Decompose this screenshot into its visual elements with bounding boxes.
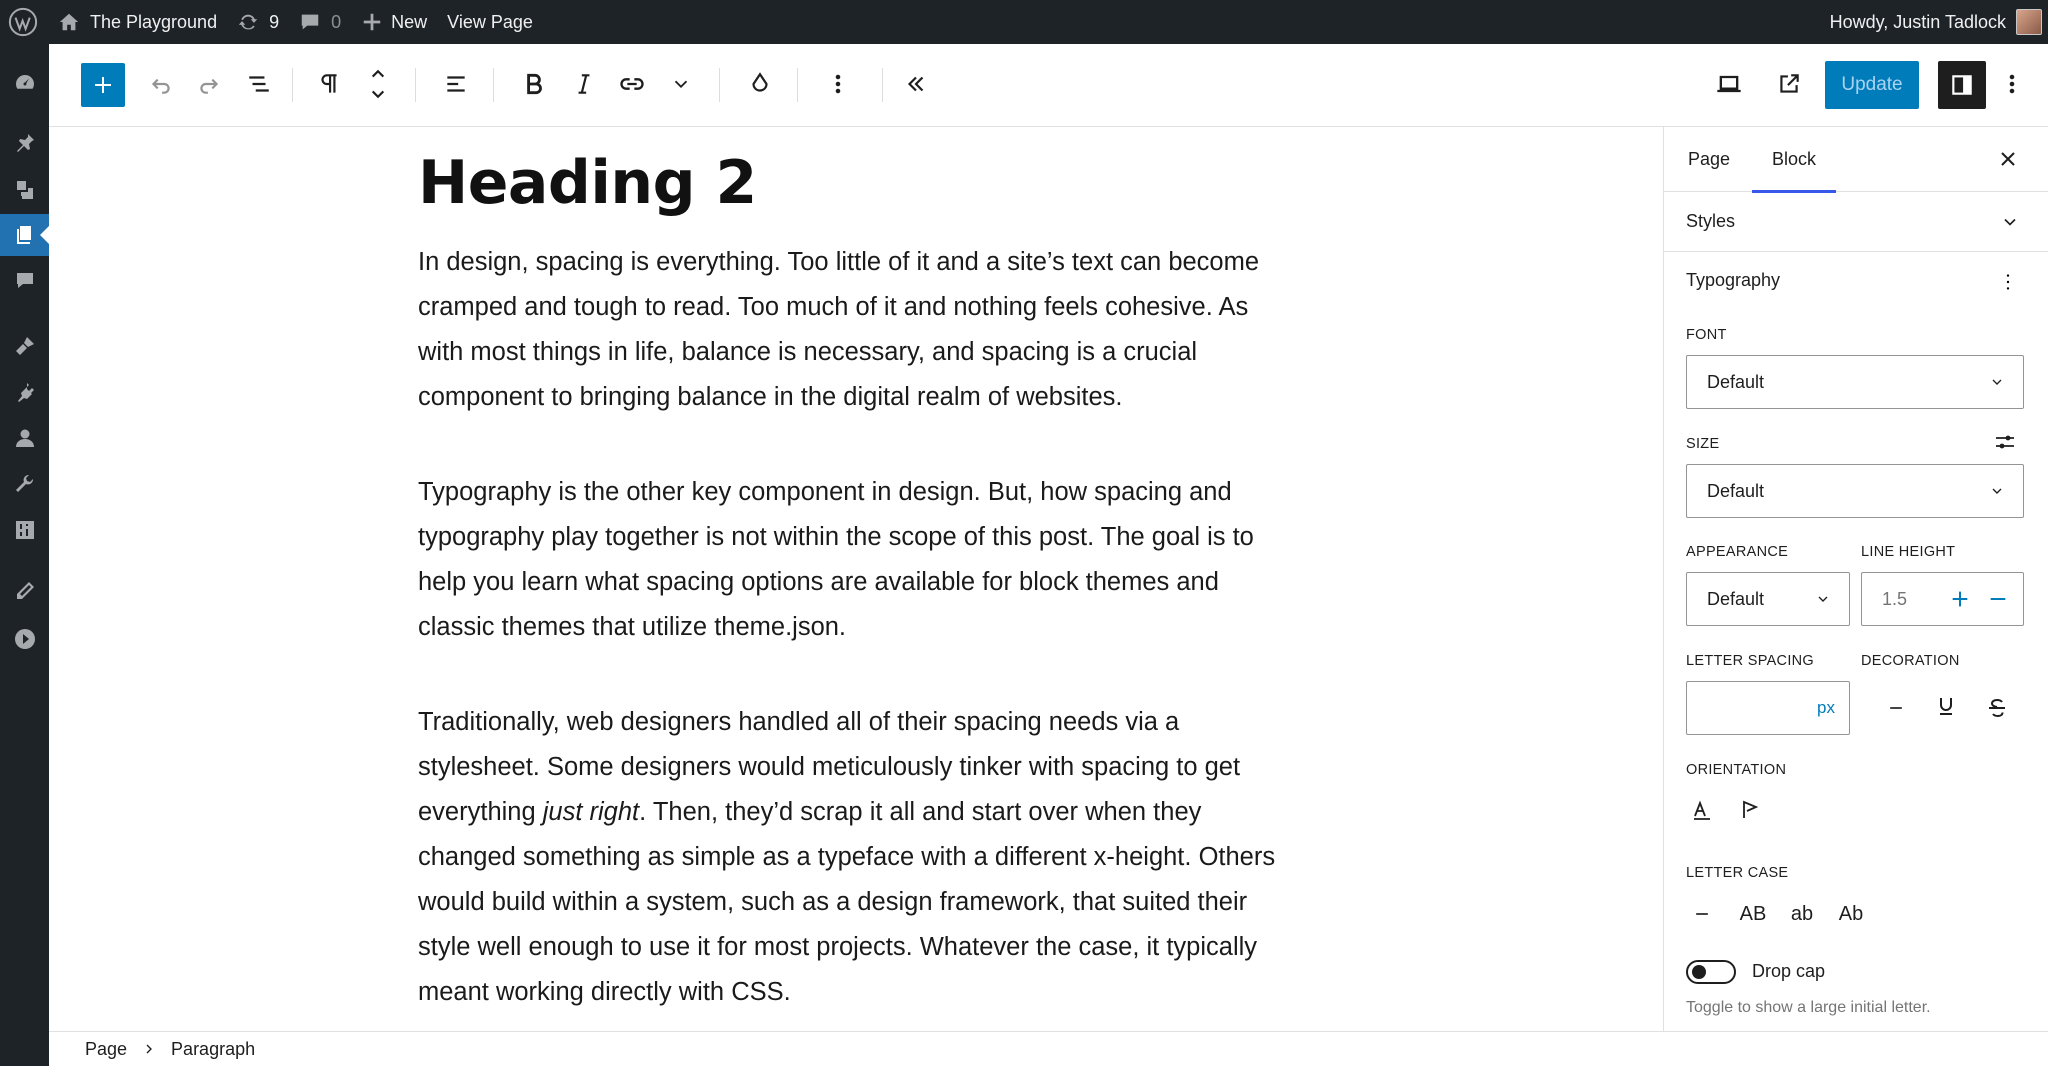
toolbar-divider	[292, 68, 293, 102]
align-text-button[interactable]	[432, 60, 480, 108]
plus-icon	[91, 73, 115, 97]
tab-block[interactable]	[1772, 127, 1816, 192]
document-overview-button[interactable]	[235, 60, 283, 108]
line-height-label: LINE HEIGHT	[1861, 544, 1956, 560]
size-label: SIZE	[1686, 436, 1720, 452]
droplet-icon	[747, 71, 773, 97]
site-name-label: The Playground	[90, 11, 218, 32]
comments-count: 0	[331, 11, 342, 32]
minus-icon	[1886, 698, 1906, 718]
more-formatting-button[interactable]	[657, 60, 705, 108]
more-vertical-icon	[826, 72, 850, 96]
chevron-right-icon	[141, 1041, 157, 1057]
chevron-up-down-icon	[365, 67, 391, 101]
site-name-link[interactable]	[48, 0, 227, 44]
toolbar-divider	[797, 68, 798, 102]
close-icon	[1996, 147, 2020, 171]
paragraph-block[interactable]: Typography is the other key component in design. But, how spacing and typography play together is not within the scope of this post. The goal is to help you learn what spacing options are available for block themes and classic themes that utilize theme.json.	[418, 478, 1254, 641]
home-icon	[58, 11, 80, 33]
preview-button[interactable]	[1705, 60, 1753, 108]
external-link-icon	[1776, 71, 1802, 97]
play-icon	[13, 627, 37, 651]
update-button[interactable]: Update	[1825, 61, 1919, 109]
block-options-button[interactable]	[814, 60, 862, 108]
tab-page[interactable]	[1688, 127, 1730, 192]
text-vertical-icon	[1738, 798, 1762, 822]
wordpress-logo-button[interactable]	[0, 0, 48, 44]
toolbar-divider	[882, 68, 883, 102]
settings-sliders-icon	[13, 518, 37, 542]
letter-case-uppercase-button[interactable]: AB	[1739, 902, 1767, 925]
new-content-link[interactable]	[351, 0, 437, 44]
menu-plugins[interactable]	[0, 371, 49, 413]
paragraph-block[interactable]	[418, 700, 1298, 1015]
decoration-underline-button[interactable]	[1926, 686, 1966, 726]
comment-icon	[13, 269, 37, 293]
more-vertical-icon	[2000, 72, 2024, 96]
move-block-button[interactable]	[354, 60, 402, 108]
toggle-knob	[1692, 965, 1706, 979]
settings-sidebar	[1663, 127, 2048, 1031]
undo-icon	[148, 71, 174, 97]
collapse-toolbar-button[interactable]	[892, 60, 940, 108]
minus-icon	[1692, 904, 1712, 924]
menu-settings[interactable]	[0, 509, 49, 551]
paragraph-text: Traditionally, web designers handled all of their spacing needs via a stylesheet. Some designers would meticulously tinker with spacing to get everything	[418, 708, 1241, 826]
align-left-icon	[443, 71, 469, 97]
typography-panel	[1664, 254, 2048, 1031]
tab-page-label: Page	[1688, 149, 1731, 169]
custom-size-button[interactable]	[1985, 422, 2025, 462]
minus-icon	[1987, 588, 2009, 610]
breadcrumb	[49, 1031, 2048, 1066]
menu-posts[interactable]	[0, 122, 49, 164]
new-label: New	[391, 11, 428, 32]
view-page-label: View Page	[447, 11, 533, 32]
block-type-paragraph-button[interactable]	[305, 60, 353, 108]
post-content	[418, 127, 1298, 1015]
pin-icon	[13, 131, 37, 155]
letter-case-none-button[interactable]	[1682, 894, 1722, 934]
sidebar-icon	[1949, 72, 1975, 98]
howdy-label: Howdy, Justin Tadlock	[1829, 11, 2006, 32]
appearance-select[interactable]	[1686, 572, 1850, 626]
settings-toggle-button[interactable]	[1938, 61, 1986, 109]
italic-text: just right	[542, 798, 640, 826]
editor-canvas	[49, 127, 1663, 1031]
user-icon	[13, 426, 37, 450]
decoration-none-button[interactable]	[1876, 688, 1916, 728]
updates-count: 9	[269, 11, 280, 32]
chevron-down-icon	[2000, 212, 2020, 232]
decoration-label: DECORATION	[1861, 653, 1960, 669]
admin-menu	[0, 44, 49, 1066]
line-height-value: 1.5	[1882, 588, 1908, 609]
menu-custom-play[interactable]	[0, 618, 49, 660]
toolbar-divider	[719, 68, 720, 102]
typography-heading: Typography	[1686, 270, 1781, 290]
pages-icon	[13, 223, 37, 247]
heading-block[interactable]: Heading 2	[418, 148, 757, 218]
typography-options-button[interactable]	[1988, 262, 2028, 302]
letter-spacing-unit[interactable]: px	[1817, 698, 1835, 717]
bold-button[interactable]	[510, 60, 558, 108]
menu-tools[interactable]	[0, 463, 49, 505]
link-button[interactable]	[608, 60, 656, 108]
breadcrumb-item-paragraph[interactable]: Paragraph	[171, 1038, 256, 1059]
comment-icon	[299, 11, 321, 33]
drop-cap-help: Toggle to show a large initial letter.	[1686, 999, 1931, 1016]
avatar	[2016, 9, 2042, 35]
italic-icon	[571, 71, 597, 97]
plus-icon	[361, 11, 383, 33]
font-select[interactable]	[1686, 355, 2024, 409]
view-external-button[interactable]	[1765, 60, 1813, 108]
breadcrumb-item-page[interactable]: Page	[85, 1038, 128, 1059]
menu-comments[interactable]	[0, 260, 49, 302]
letter-case-label: LETTER CASE	[1686, 865, 1789, 881]
appearance-value: Default	[1707, 588, 1765, 609]
size-select[interactable]	[1686, 464, 2024, 518]
options-menu-button[interactable]	[1988, 60, 2036, 108]
list-view-icon	[246, 71, 272, 97]
italic-button[interactable]	[560, 60, 608, 108]
sidebar-tabs	[1664, 127, 2048, 192]
chevron-down-icon	[1989, 374, 2005, 390]
strikethrough-icon	[1985, 696, 2009, 720]
line-height-decrement-button[interactable]	[1978, 579, 2018, 619]
bold-icon	[521, 71, 547, 97]
menu-media[interactable]	[0, 169, 49, 211]
undo-button[interactable]	[137, 60, 185, 108]
pencil-icon	[13, 579, 37, 603]
drop-cap-label: Drop cap	[1752, 961, 1826, 981]
letter-spacing-input[interactable]	[1686, 681, 1850, 735]
laptop-icon	[1715, 70, 1743, 98]
chevron-double-left-icon	[903, 71, 929, 97]
orientation-label: ORIENTATION	[1686, 762, 1787, 778]
media-icon	[13, 178, 37, 202]
font-label: FONT	[1686, 327, 1727, 343]
account-menu[interactable]	[1830, 9, 2048, 35]
underline-icon	[1934, 694, 1958, 718]
plugin-icon	[13, 380, 37, 404]
toolbar-divider	[493, 68, 494, 102]
decoration-strikethrough-button[interactable]	[1977, 688, 2017, 728]
redo-icon	[196, 71, 222, 97]
chevron-down-icon	[670, 73, 692, 95]
toolbar-divider	[415, 68, 416, 102]
refresh-icon	[237, 11, 259, 33]
plus-icon	[1949, 588, 1971, 610]
letter-case-lowercase-button[interactable]: ab	[1790, 902, 1814, 925]
styles-panel-toggle[interactable]	[1664, 192, 2048, 252]
chevron-down-icon	[1815, 591, 1831, 607]
settings-sliders-icon	[1993, 430, 2017, 454]
block-inserter-button[interactable]	[81, 63, 125, 107]
menu-appearance[interactable]	[0, 325, 49, 367]
drop-cap-toggle[interactable]	[1686, 960, 1736, 984]
size-value: Default	[1707, 480, 1765, 501]
close-sidebar-button[interactable]	[1996, 147, 2020, 176]
styles-label: Styles	[1686, 211, 1736, 231]
text-horizontal-icon	[1690, 798, 1714, 822]
admin-bar	[0, 0, 2048, 44]
tab-block-label: Block	[1772, 149, 1817, 169]
link-icon	[618, 70, 646, 98]
line-height-increment-button[interactable]	[1940, 579, 1980, 619]
paragraph-icon	[316, 71, 342, 97]
orientation-horizontal-button[interactable]	[1682, 790, 1722, 830]
menu-pages[interactable]	[0, 214, 49, 256]
menu-users[interactable]	[0, 417, 49, 459]
orientation-vertical-button[interactable]	[1730, 790, 1770, 830]
editor-toolbar	[49, 44, 2048, 127]
letter-spacing-label: LETTER SPACING	[1686, 653, 1815, 669]
letter-case-capitalize-button[interactable]: Ab	[1838, 902, 1864, 925]
highlight-button[interactable]	[736, 60, 784, 108]
updates-link[interactable]	[227, 0, 289, 44]
redo-button[interactable]	[185, 60, 233, 108]
appearance-label: APPEARANCE	[1686, 544, 1789, 560]
brush-icon	[13, 334, 37, 358]
paragraph-block[interactable]: In design, spacing is everything. Too little of it and a site’s text can become cramped and tough to read. Too much of it and nothing feels cohesive. As with most things in life, balance is necessary, and spacing is a crucial component to bringing balance in the digital realm of websites.	[418, 248, 1260, 411]
view-page-link[interactable]	[437, 0, 543, 44]
wordpress-icon	[8, 7, 38, 37]
menu-custom-pencil[interactable]	[0, 570, 49, 612]
wrench-icon	[13, 472, 37, 496]
font-value: Default	[1707, 371, 1765, 392]
more-vertical-icon	[1997, 271, 2019, 293]
paragraph-text: . Then, they’d scrap it all and start over when they changed something as simple as a typeface with a different x-height. Others would build within a system, such as a design framework, that suited their style well enough to use it for most projects. Whatever the case, it typically meant working directly with CSS.	[418, 798, 1276, 1006]
dashboard-icon	[13, 70, 37, 94]
chevron-down-icon	[1989, 483, 2005, 499]
menu-dashboard[interactable]	[0, 61, 49, 103]
comments-link[interactable]	[289, 0, 351, 44]
